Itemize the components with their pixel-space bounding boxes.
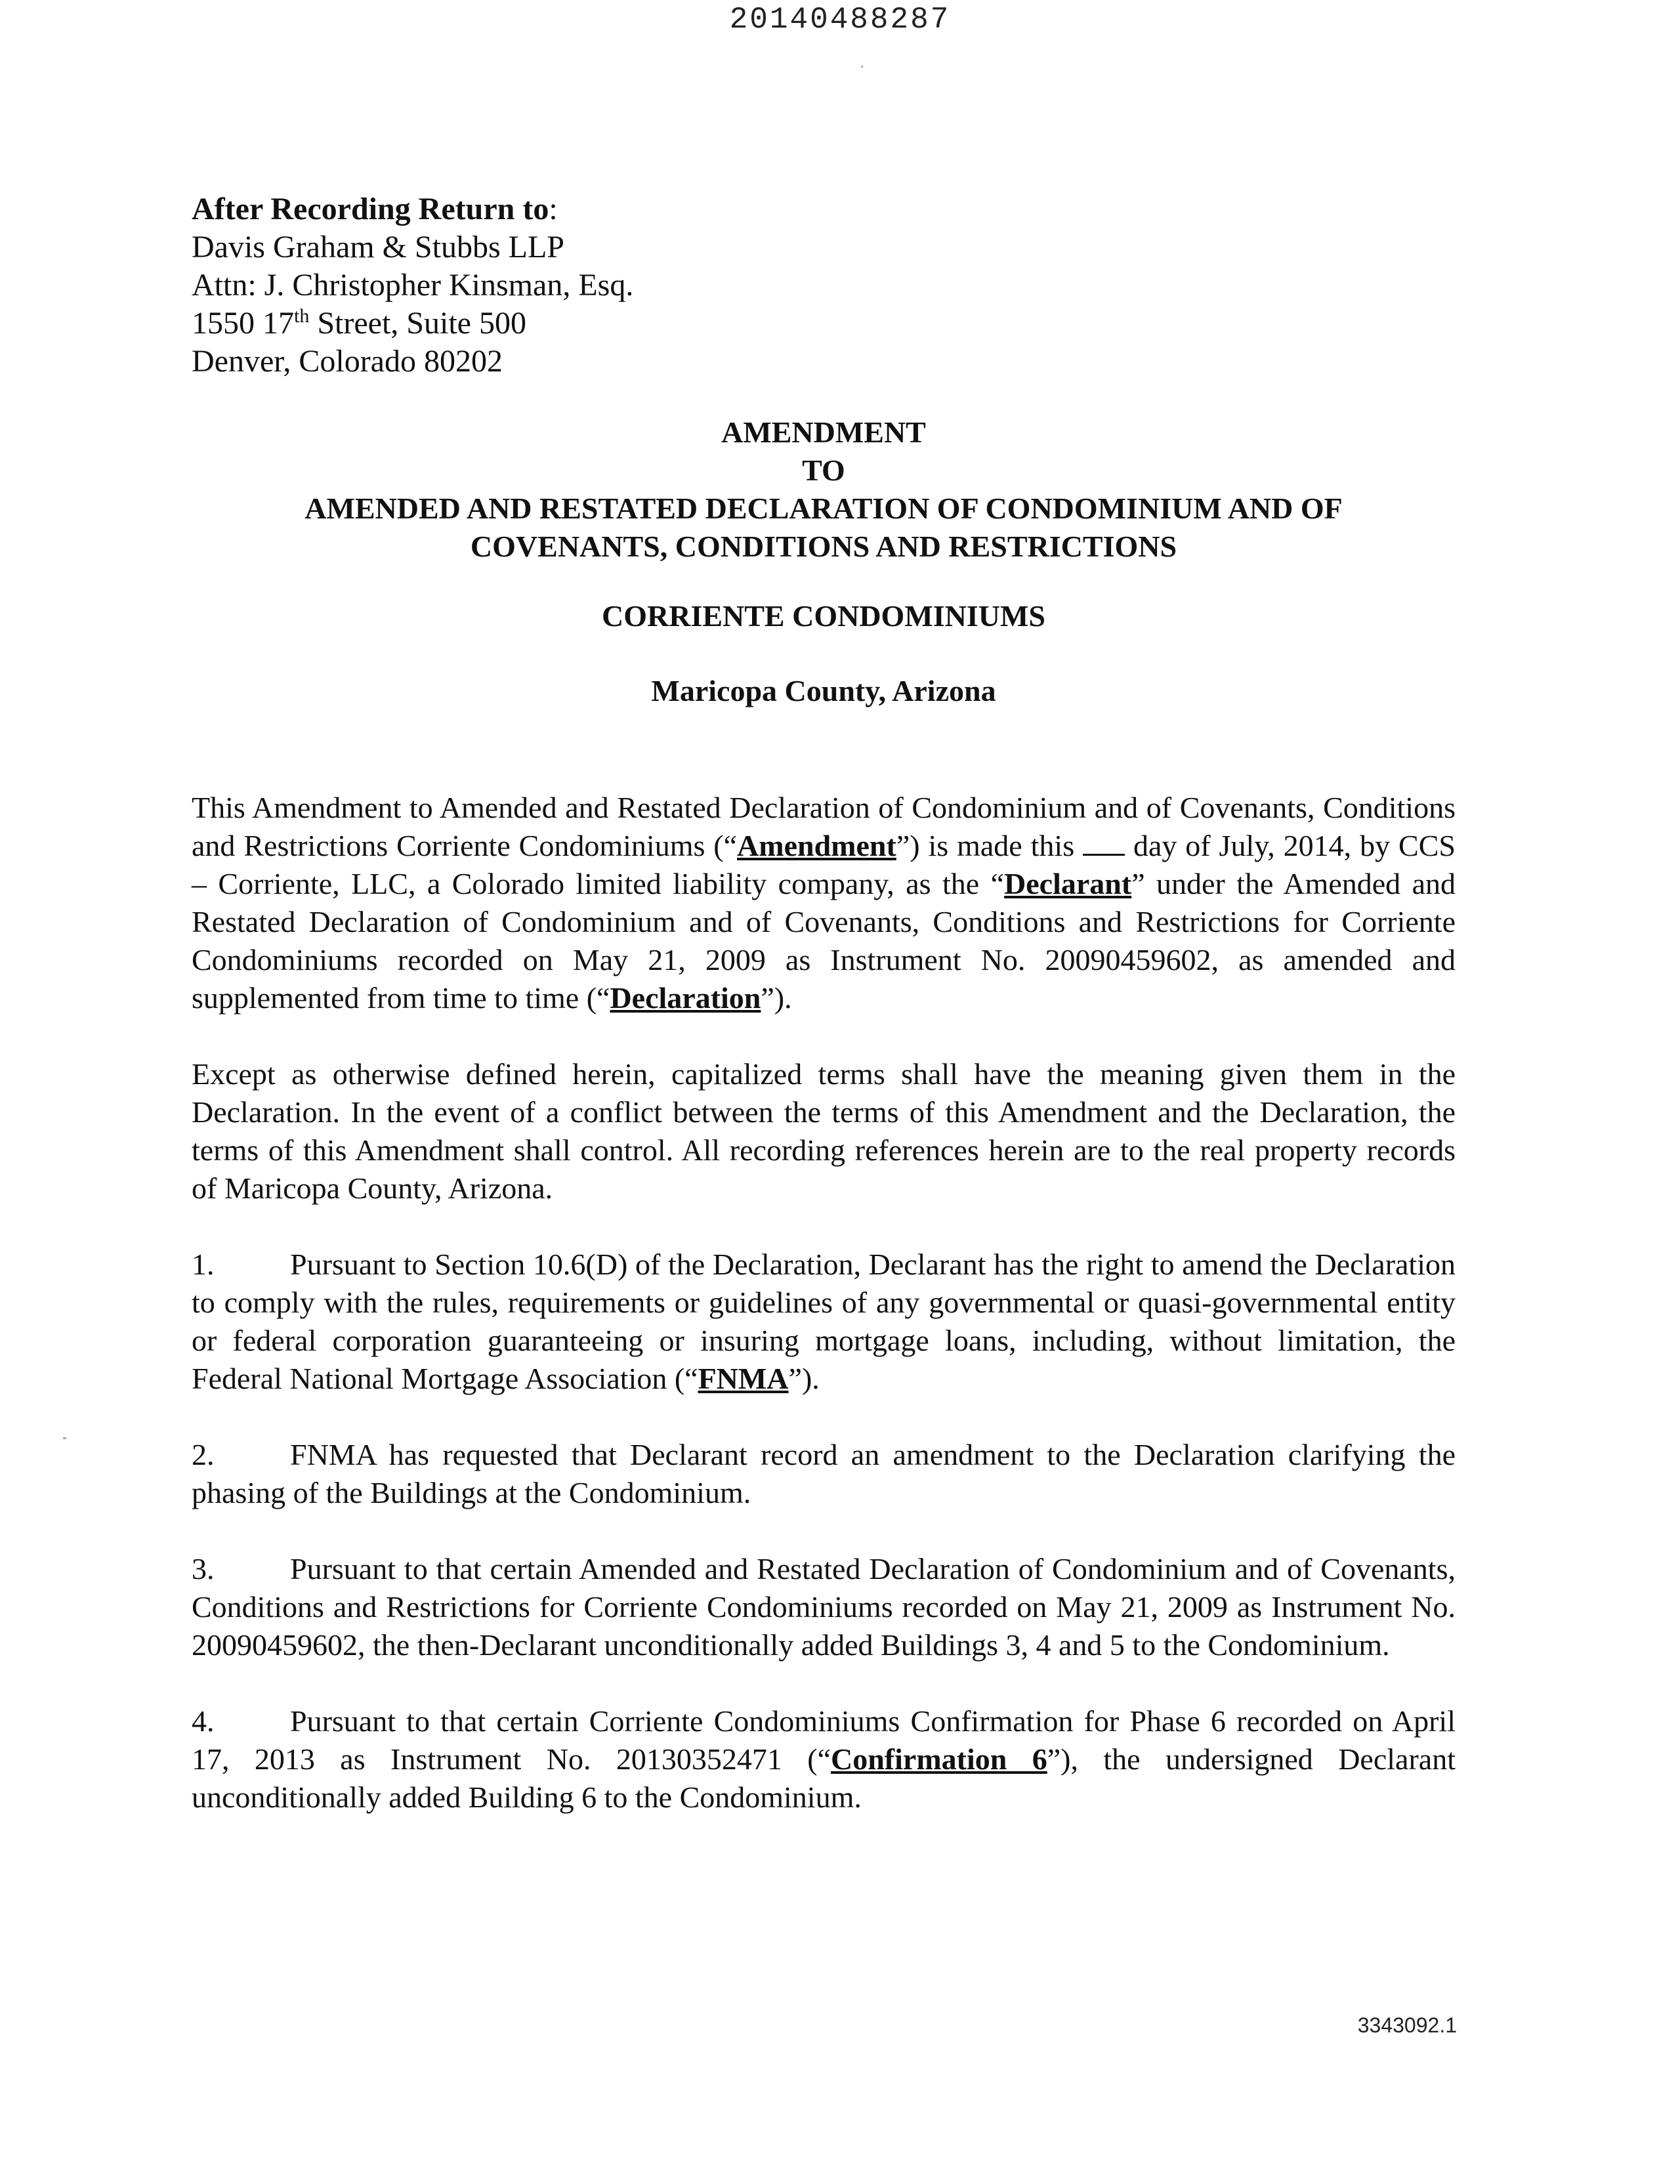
return-street-suffix: th <box>294 305 310 327</box>
item-number: 4. <box>192 1704 215 1738</box>
document-title-block <box>192 413 1456 710</box>
title-declaration-line1: AMENDED AND RESTATED DECLARATION OF CONDOMINIUM AND OF <box>304 492 1343 525</box>
return-street-rest: Street, Suite 500 <box>309 306 526 341</box>
item-text: Pursuant to Section 10.6(D) of the Declaration, Declarant has the right to amend the Declaration to comply with the rules, requirements or guidelines of any governmental or quasi-governmental entity or federal corporation guaranteeing or insuring mortgage loans, including, without limitation, the Federal National Mortgage Association (“ <box>192 1248 1456 1395</box>
item-text: Pursuant to that certain Amended and Restated Declaration of Condominium and of Covenants, Conditions and Restrictions for Corriente Condominiums recorded on May 21, 2009 as Instrument No. 20090459602, the then-Declarant unconditionally added Buildings 3, 4 and 5 to the Condominium. <box>192 1552 1456 1662</box>
return-firm: Davis Graham & Stubbs LLP <box>192 230 564 264</box>
date-blank-line <box>1083 828 1125 856</box>
return-label-colon: : <box>549 192 558 226</box>
title-county: Maricopa County, Arizona <box>651 674 996 707</box>
scan-speck <box>63 1437 66 1439</box>
title-project-name: CORRIENTE CONDOMINIUMS <box>602 599 1045 633</box>
recording-number: 20140488287 <box>729 3 951 37</box>
numbered-item-1 <box>192 1246 1456 1398</box>
item-number: 3. <box>192 1552 215 1586</box>
item-number: 1. <box>192 1248 215 1281</box>
item-text-end: ”), the undersigned Declarant unconditionally added Building 6 to the Condominium. <box>192 1742 1456 1814</box>
item-text: Pursuant to that certain Corriente Condominiums Confirmation for Phase 6 recorded on April 17, 2013 as Instrument No. 20130352471 (“ <box>192 1704 1456 1776</box>
return-label: After Recording Return to <box>192 192 549 226</box>
title-amendment: AMENDMENT <box>721 415 926 449</box>
scan-speck <box>861 66 863 68</box>
numbered-item-3 <box>192 1550 1456 1664</box>
item-text-end: ”). <box>788 1362 820 1395</box>
return-street <box>192 304 1110 343</box>
defined-term-fnma: FNMA <box>698 1362 789 1395</box>
defined-term-declarant: Declarant <box>1004 867 1132 900</box>
return-label-line <box>192 190 1110 228</box>
definitions-paragraph: Except as otherwise defined herein, capitalized terms shall have the meaning given them in the Declaration. In the event of a conflict between the terms of this Amendment and the Declaration, the terms of this Amendment shall control. All recording references herein are to the real property records of Maricopa County, Arizona. <box>192 1057 1456 1205</box>
return-address-block <box>192 190 1110 381</box>
numbered-item-2 <box>192 1436 1456 1512</box>
item-text: FNMA has requested that Declarant record an amendment to the Declaration clarifying the phasing of the Buildings at the Condominium. <box>192 1438 1456 1509</box>
defined-term-confirmation-6: Confirmation 6 <box>831 1742 1047 1776</box>
intro-text: ”) is made this <box>896 829 1083 862</box>
defined-term-declaration: Declaration <box>610 981 761 1015</box>
numbered-item-4 <box>192 1702 1456 1816</box>
return-street-number: 1550 17 <box>192 306 294 341</box>
title-to: TO <box>802 453 845 487</box>
item-number: 2. <box>192 1438 215 1471</box>
return-attn: Attn: J. Christopher Kinsman, Esq. <box>192 268 634 303</box>
return-city: Denver, Colorado 80202 <box>192 344 503 379</box>
intro-text: ” under the Amended and Restated Declaration of Condominium and of Covenants, Conditions and Restrictions for Corriente Condominiums recorded on May 21, 2009 as Instrument No. 20090459602, as amended and supplemented from time to time (“ <box>192 867 1456 1015</box>
document-id: 3343092.1 <box>1357 2013 1457 2037</box>
intro-text: day of July, 2014, by CCS – Corriente, LLC, a Colorado limited liability company, as the “ <box>192 829 1456 900</box>
intro-text: This Amendment to Amended and Restated Declaration of Condominium and of Covenants, Conditions and Restrictions Corriente Condominiums (“ <box>192 791 1456 862</box>
intro-paragraph <box>192 789 1456 1017</box>
defined-term-amendment: Amendment <box>737 829 896 862</box>
title-declaration-line2: COVENANTS, CONDITIONS AND RESTRICTIONS <box>470 530 1177 563</box>
document-body <box>192 789 1456 1855</box>
intro-text: ”). <box>761 981 792 1015</box>
